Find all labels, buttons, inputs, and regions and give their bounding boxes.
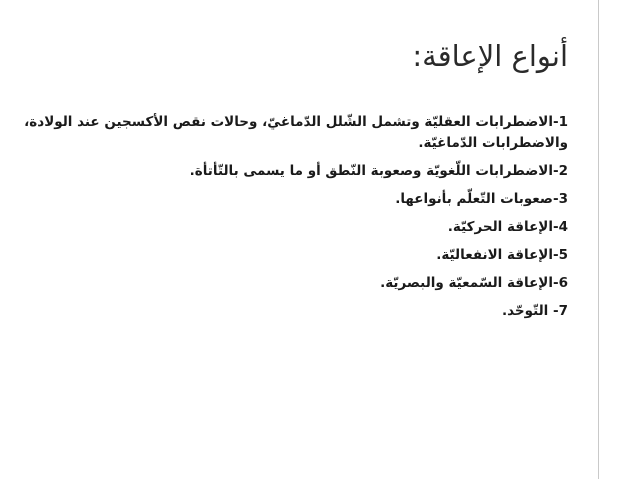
item-number: 4 bbox=[558, 219, 568, 235]
list-item bbox=[8, 273, 568, 294]
list-item bbox=[8, 245, 568, 266]
disability-types-list bbox=[8, 112, 568, 329]
item-number: 5 bbox=[558, 247, 568, 263]
item-number: 6 bbox=[558, 275, 568, 291]
item-text: -صعوبات التّعلّم بأنواعها. bbox=[395, 191, 559, 207]
list-item bbox=[8, 217, 568, 238]
item-number: 2 bbox=[558, 163, 568, 179]
list-item bbox=[8, 189, 568, 210]
item-number: 1 bbox=[558, 114, 568, 130]
list-item bbox=[8, 301, 568, 322]
item-text: -الإعاقة الحركيّة. bbox=[447, 219, 559, 235]
list-item bbox=[8, 112, 568, 154]
slide-title: أنواع الإعاقة: bbox=[412, 39, 568, 73]
item-number: 7 bbox=[558, 303, 568, 319]
item-text: -الإعاقة الانفعاليّة. bbox=[436, 247, 559, 263]
slide-border-line bbox=[598, 0, 599, 479]
item-text: -الإعاقة السّمعيّة والبصريّة. bbox=[380, 275, 559, 291]
item-text: - التّوحّد. bbox=[501, 303, 559, 319]
item-text: -الاضطرابات العقليّة وتشمل الشّلل الدّماغيّ، وحالات نقص الأكسجين عند الولادة، والاضطرابات الدّماغيّة. bbox=[24, 114, 568, 151]
list-item bbox=[8, 161, 568, 182]
item-text: -الاضطرابات اللّغويّة وصعوبة النّطق أو ما يسمى بالتّأتأة. bbox=[189, 163, 559, 179]
item-number: 3 bbox=[558, 191, 568, 207]
